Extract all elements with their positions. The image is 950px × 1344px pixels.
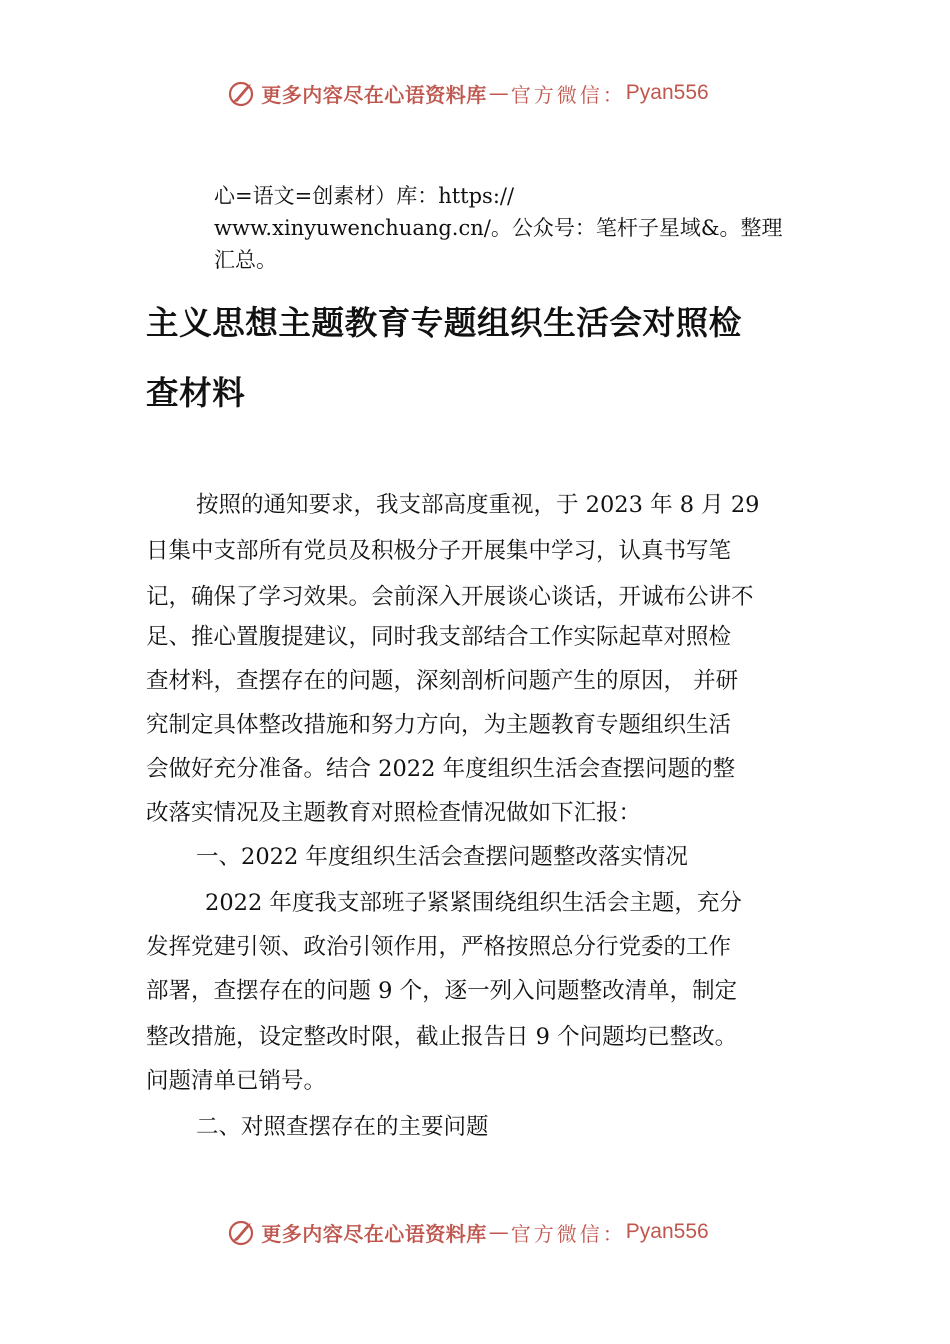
body-line: 发挥党建引领、政治引领作用，严格按照总分行党委的工作 — [146, 934, 732, 960]
quill-logo-icon — [227, 1217, 257, 1247]
banner-text: 更多内容尽在心语资料库 — [261, 82, 487, 107]
body-line: 按照的通知要求，我支部高度重视，于 2023 年 8 月 29 — [196, 492, 760, 518]
banner-separator: — — [488, 1220, 509, 1244]
quill-logo-icon — [227, 78, 257, 108]
body-line: 究制定具体整改措施和努力方向，为主题教育专题组织生活 — [146, 712, 732, 738]
document-title — [146, 288, 846, 428]
body-line: 查材料，查摆存在的问题，深刻剖析问题产生的原因， 并研 — [146, 668, 739, 694]
body-line: 2022 年度我支部班子紧紧围绕组织生活会主题，充分 — [205, 890, 742, 916]
body-line: 足、推心置腹提建议，同时我支部结合工作实际起草对照检 — [146, 624, 732, 650]
body-line: 会做好充分准备。结合 2022 年度组织生活会查摆问题的整 — [146, 756, 736, 782]
banner-separator: — — [488, 81, 509, 105]
source-line: 心=语文=创素材）库：https:// — [214, 184, 515, 208]
source-note — [214, 180, 864, 276]
body-line: 问题清单已销号。 — [146, 1068, 327, 1094]
banner-wechat-label: 官方微信： — [510, 1221, 626, 1246]
title-line: 查材料 — [146, 373, 246, 412]
footer-banner — [0, 1212, 950, 1252]
section-heading: 二、对照查摆存在的主要问题 — [196, 1114, 489, 1140]
body-line: 日集中支部所有党员及积极分子开展集中学习，认真书写笔 — [146, 538, 732, 564]
banner-wechat-label: 官方微信： — [510, 82, 626, 107]
body-line: 记，确保了学习效果。会前深入开展谈心谈话，开诚布公讲不 — [146, 584, 754, 610]
banner-wechat-id: Pyan556 — [625, 81, 709, 104]
body-line: 整改措施，设定整改时限，截止报告日 9 个问题均已整改。 — [146, 1024, 738, 1050]
banner-text: 更多内容尽在心语资料库 — [261, 1221, 487, 1246]
body-line: 部署，查摆存在的问题 9 个，逐一列入问题整改清单，制定 — [146, 978, 738, 1004]
body-line: 改落实情况及主题教育对照检查情况做如下汇报： — [146, 800, 642, 826]
source-line: www.xinyuwenchuang.cn/。公众号：笔杆子星域&。整理 — [214, 216, 783, 240]
header-banner — [0, 73, 950, 113]
source-line: 汇总。 — [214, 248, 277, 272]
banner-wechat-id: Pyan556 — [625, 1220, 709, 1243]
section-heading: 一、2022 年度组织生活会查摆问题整改落实情况 — [196, 844, 688, 870]
title-line: 主义思想主题教育专题组织生活会对照检 — [146, 303, 742, 342]
